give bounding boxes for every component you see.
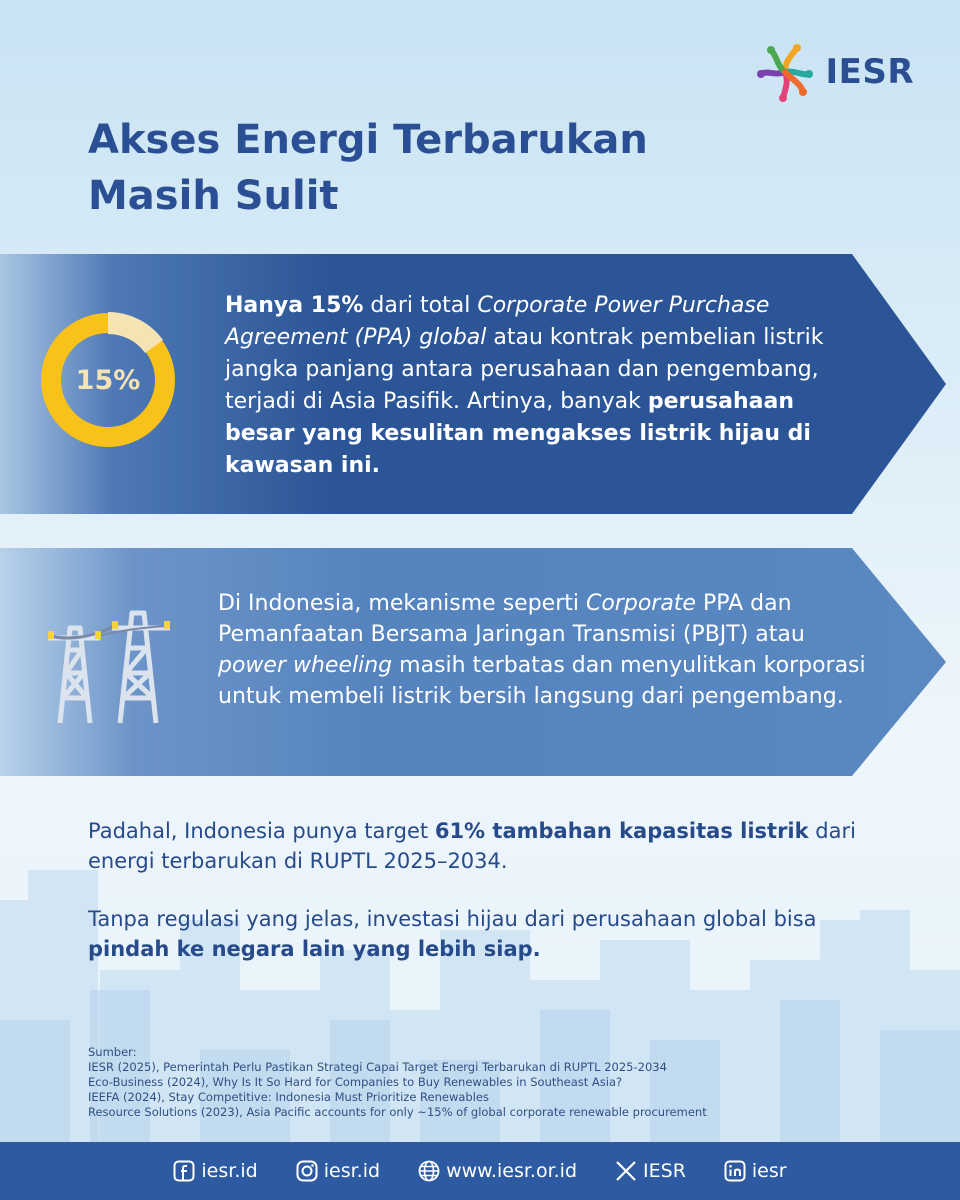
regulation-paragraph: Tanpa regulasi yang jelas, investasi hijau dari perusahaan global bisa pindah ke negara lain yang lebih siap. <box>88 907 817 961</box>
facebook-handle: iesr.id <box>201 1160 258 1182</box>
instagram-link[interactable] <box>296 1160 380 1182</box>
linkedin-link[interactable] <box>724 1160 787 1182</box>
instagram-handle: iesr.id <box>323 1160 381 1182</box>
transmission-tower-icon <box>40 598 180 728</box>
ppa-statistic-banner <box>0 254 946 514</box>
facebook-icon <box>173 1160 195 1182</box>
x-logo-icon <box>615 1160 637 1182</box>
pbjt-text: Di Indonesia, mekanisme seperti Corporate PPA dan Pemanfaatan Bersama Jaringan Transmisi (PBJT) atau power wheeling masih terbatas dan menyulitkan korporasi untuk membeli listrik bersih langsung dari pengembang. <box>218 591 866 709</box>
title-line-1: Akses Energi Terbarukan <box>88 117 648 163</box>
brand-name: IESR <box>825 52 914 92</box>
social-footer <box>0 1142 960 1200</box>
iesr-logo-mark-icon <box>753 40 817 104</box>
page-title <box>88 112 728 224</box>
source-item: IESR (2025), Pemerintah Perlu Pastikan Strategi Capai Target Energi Terbarukan di RUPTL 2025-2034 <box>88 1060 667 1074</box>
pbjt-banner <box>0 548 946 776</box>
iesr-logo[interactable] <box>753 40 914 104</box>
source-item: Eco-Business (2024), Why Is It So Hard for Companies to Buy Renewables in Southeast Asia? <box>88 1075 623 1089</box>
ppa-statistic-text: Hanya 15% dari total Corporate Power Purchase Agreement (PPA) global atau kontrak pembelian listrik jangka panjang antara perusahaan dan pengembang, terjadi di Asia Pasifik. Artinya, banyak perusahaan besar yang kesulitan mengakses listrik hijau di kawasan ini. <box>225 293 824 478</box>
facebook-link[interactable] <box>173 1160 257 1182</box>
donut-percentage-label: 15% <box>75 364 141 396</box>
sources-heading: Sumber: <box>88 1045 137 1059</box>
x-link[interactable] <box>615 1160 686 1182</box>
linkedin-icon <box>724 1160 746 1182</box>
website-url: www.iesr.or.id <box>446 1160 578 1182</box>
x-handle: IESR <box>643 1160 686 1182</box>
globe-icon <box>418 1160 440 1182</box>
linkedin-handle: iesr <box>751 1160 787 1182</box>
source-item: Resource Solutions (2023), Asia Pacific accounts for only ~15% of global corporate renewable procurement <box>88 1105 707 1119</box>
source-item: IEEFA (2024), Stay Competitive: Indonesia Must Prioritize Renewables <box>88 1090 489 1104</box>
website-link[interactable] <box>418 1160 577 1182</box>
target-paragraph: Padahal, Indonesia punya target 61% tambahan kapasitas listrik dari energi terbarukan di RUPTL 2025–2034. <box>88 819 856 873</box>
title-line-2: Masih Sulit <box>88 173 339 219</box>
instagram-icon <box>296 1160 318 1182</box>
sources-list <box>88 1045 888 1120</box>
